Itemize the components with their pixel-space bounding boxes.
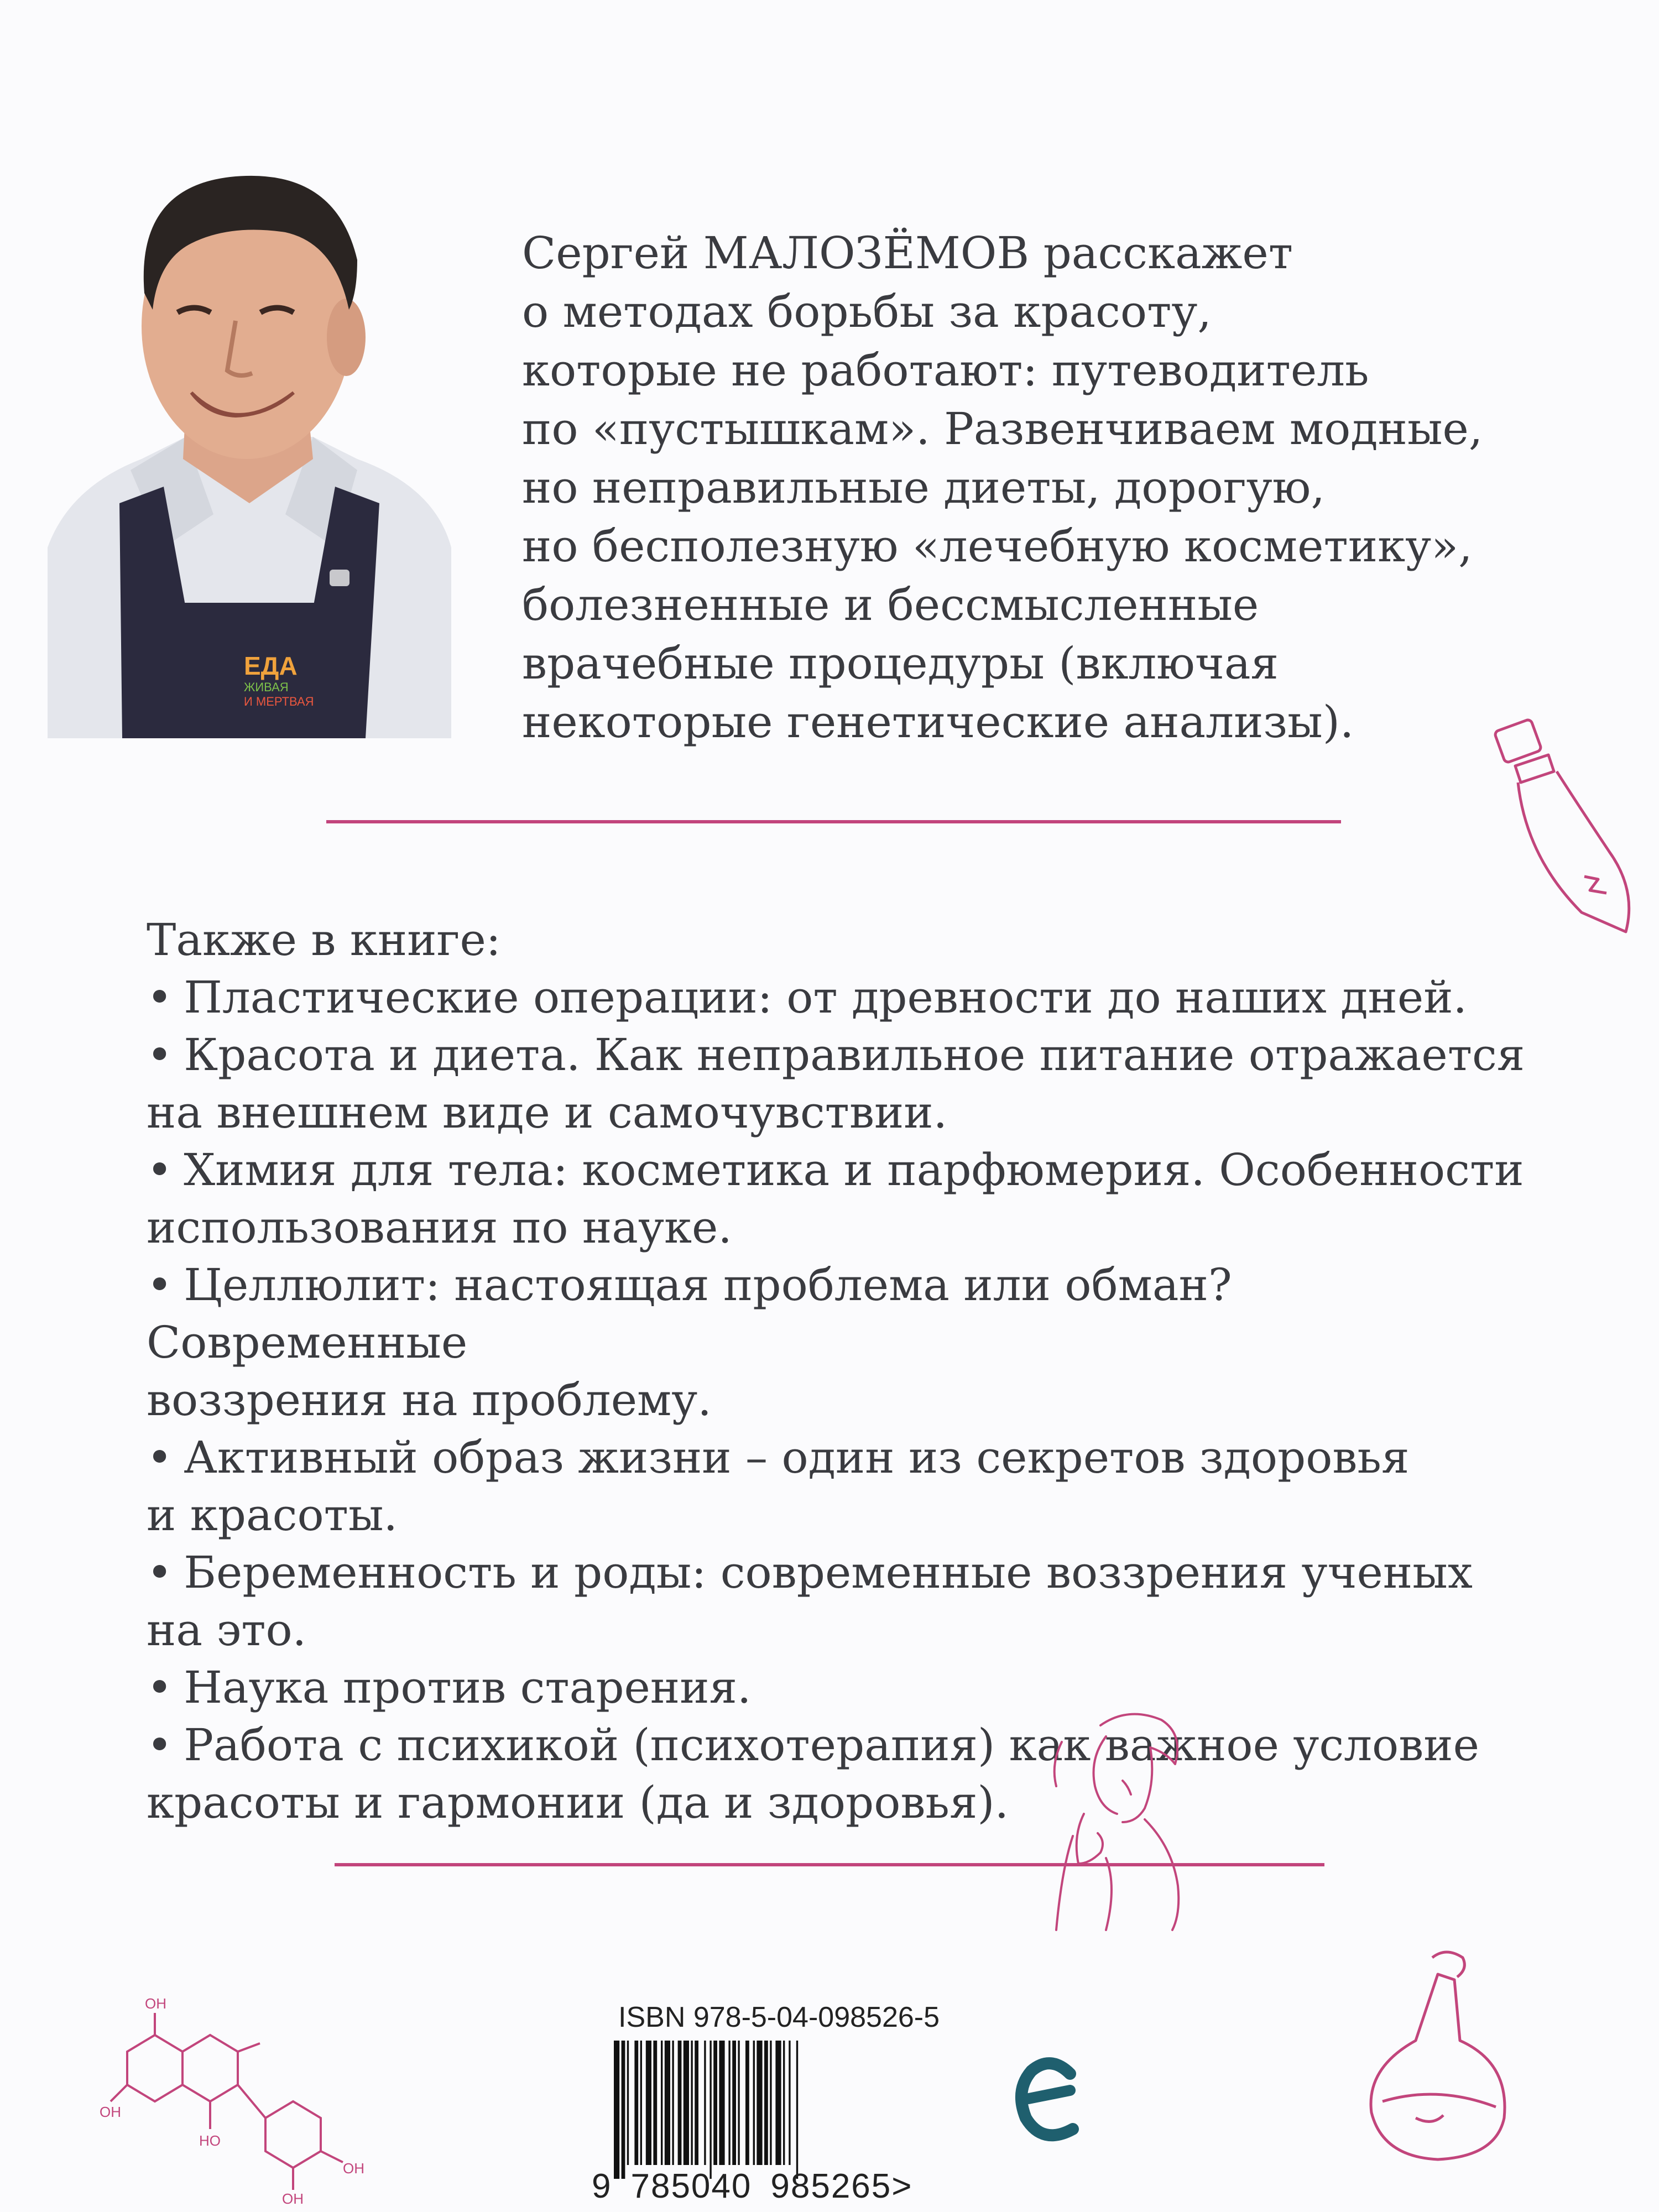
intro-paragraph — [522, 224, 1551, 752]
intro-line: которые не работают: путеводитель — [522, 345, 1369, 396]
intro-line: о методах борьбы за красоту, — [522, 286, 1212, 337]
list-item-text: Беременность и роды: современные воззрения ученых на это. — [147, 1547, 1473, 1656]
barcode-bar — [789, 2041, 790, 2165]
barcode-bar — [753, 2041, 755, 2165]
barcode-arrow: > — [891, 2167, 913, 2205]
bullet: • — [147, 1432, 173, 1483]
list-item-text: Пластические операции: от древности до наших дней. — [184, 972, 1467, 1023]
barcode-bar — [775, 2041, 781, 2165]
barcode-digit-group1: 785040 — [630, 2167, 752, 2205]
list-item — [147, 1544, 1540, 1659]
publisher-logo-icon — [1012, 2052, 1084, 2146]
barcode-bar — [622, 2041, 625, 2179]
barcode-bar — [764, 2041, 768, 2165]
list-item-continuation: использования по науке. — [147, 1202, 732, 1253]
list-item — [147, 1256, 1540, 1429]
barcode-bar — [634, 2041, 638, 2165]
divider-bottom — [335, 1863, 1324, 1866]
also-in-book-section — [147, 911, 1540, 1832]
list-item-text: Целлюлит: настоящая проблема или обман? Современные — [147, 1259, 1232, 1368]
intro-line: но бесполезную «лечебную косметику», — [522, 520, 1473, 572]
barcode-bar — [653, 2041, 657, 2165]
author-photo — [48, 127, 451, 738]
intro-line: но неправильные диеты, дорогую, — [522, 462, 1325, 513]
barcode-bar — [678, 2041, 682, 2165]
apron-logo-brand: ЕДА — [244, 651, 298, 680]
barcode-bar — [732, 2041, 736, 2165]
divider-top — [326, 820, 1341, 823]
barcode-bar — [614, 2041, 619, 2179]
list-item-continuation: и красоты. — [147, 1489, 398, 1541]
isbn-text: ISBN 978-5-04-098526-5 — [618, 2001, 940, 2033]
barcode-bar — [713, 2041, 717, 2165]
list-item-text: Химия для тела: косметика и парфюмерия. Особенности — [184, 1144, 1524, 1196]
barcode-digits — [592, 2167, 912, 2206]
apron-logo-line1: ЖИВАЯ — [244, 680, 289, 694]
barcode-bar — [704, 2041, 706, 2165]
bullet: • — [147, 1259, 173, 1311]
molecule-label: OH — [282, 2190, 304, 2206]
bullet: • — [147, 1144, 173, 1196]
list-item-text: Наука против старения. — [184, 1662, 752, 1713]
bullet: • — [147, 1662, 173, 1713]
list-item-continuation: на внешнем виде и самочувствии. — [147, 1087, 948, 1138]
lab-flask-icon — [1349, 1936, 1526, 2168]
barcode-bar — [783, 2041, 785, 2165]
intro-line: болезненные и бессмысленные — [522, 579, 1259, 630]
list-item — [147, 1717, 1540, 1832]
barcode-bar — [695, 2041, 698, 2165]
list-item-text: Красота и диета. Как неправильное питание отражается — [184, 1029, 1525, 1081]
molecule-label: OH — [100, 2104, 121, 2120]
barcode-bar — [661, 2041, 662, 2165]
barcode-bar — [719, 2041, 724, 2165]
list-item — [147, 1026, 1540, 1141]
intro-line: Сергей МАЛОЗЁМОВ расскажет — [522, 227, 1293, 279]
bullet: • — [147, 1719, 173, 1771]
intro-line: врачебные процедуры (включая — [522, 638, 1279, 689]
list-item-continuation: воззрения на проблему. — [147, 1374, 712, 1426]
barcode-bar — [709, 2041, 711, 2179]
barcode-bar — [728, 2041, 730, 2165]
barcode-digit-first: 9 — [592, 2167, 612, 2205]
molecule-label: HO — [199, 2132, 221, 2149]
barcode-bar — [757, 2041, 762, 2165]
molecule-structure-icon — [100, 1991, 365, 2206]
bullet: • — [147, 972, 173, 1023]
list-item-text: Активный образ жизни – один из секретов здоровья — [184, 1432, 1410, 1483]
barcode-digit-group2: 985265 — [770, 2167, 892, 2205]
apron-logo-line2: И МЕРТВАЯ — [244, 695, 314, 708]
barcode-bar — [796, 2041, 798, 2179]
list-item-continuation: красоты и гармонии (да и здоровья). — [147, 1777, 1009, 1828]
barcode-bar — [691, 2041, 692, 2165]
barcode-bar — [684, 2041, 689, 2165]
barcode-bar — [646, 2041, 651, 2165]
barcode-bar — [665, 2041, 670, 2165]
intro-line: по «пустышкам». Развенчиваем модные, — [522, 403, 1483, 455]
list-item — [147, 1429, 1540, 1544]
also-in-book-list — [147, 969, 1540, 1832]
woman-portrait-icon — [1040, 1703, 1206, 1936]
barcode-bar — [672, 2041, 674, 2165]
bullet: • — [147, 1029, 173, 1081]
molecule-label: OH — [343, 2160, 364, 2177]
list-item — [147, 1141, 1540, 1256]
list-item-text: Работа с психикой (психотерапия) как важное условие — [184, 1719, 1479, 1771]
also-in-book-heading: Также в книге: — [147, 914, 501, 966]
ean-barcode — [608, 2041, 973, 2179]
intro-line: некоторые генетические анализы). — [522, 696, 1354, 748]
barcode-bar — [640, 2041, 642, 2165]
list-item — [147, 1659, 1540, 1717]
barcode-bar — [745, 2041, 749, 2165]
barcode-bar — [738, 2041, 739, 2165]
bullet: • — [147, 1547, 173, 1598]
barcode-bar — [770, 2041, 771, 2165]
barcode-bar — [627, 2041, 629, 2165]
list-item — [147, 969, 1540, 1026]
toothpaste-tube-icon — [1488, 713, 1653, 946]
molecule-label: OH — [145, 1995, 166, 2012]
